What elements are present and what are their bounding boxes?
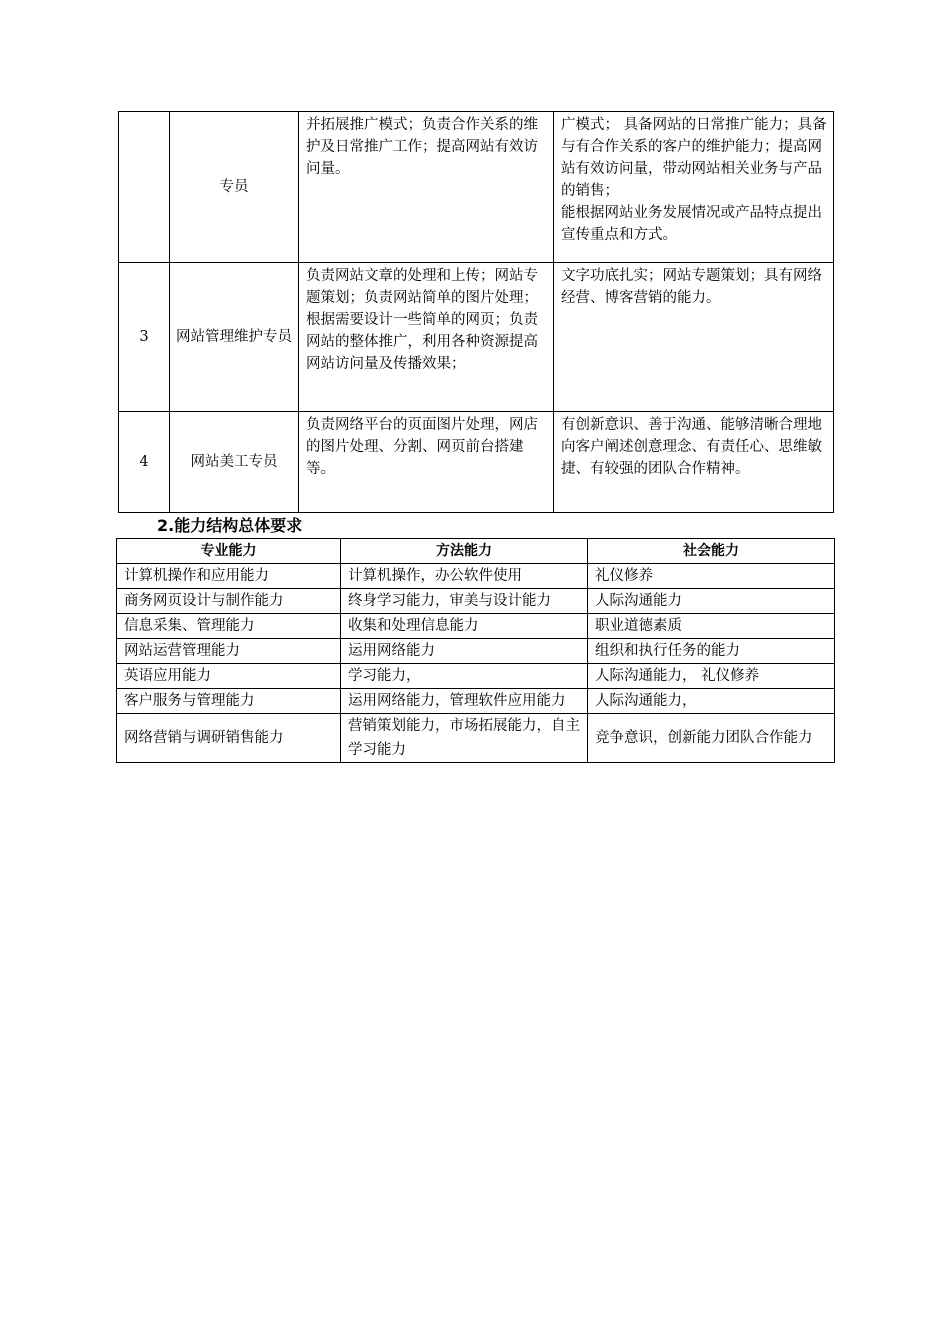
table-row bbox=[119, 112, 834, 263]
table-cell: 营销策划能力，市场拓展能力，自主学习能力 bbox=[341, 714, 588, 763]
table-cell: 竞争意识，创新能力团队合作能力 bbox=[588, 714, 835, 763]
table-cell: 运用网络能力，管理软件应用能力 bbox=[341, 689, 588, 714]
table-cell: 商务网页设计与制作能力 bbox=[117, 589, 341, 614]
table-row bbox=[117, 589, 835, 614]
duties-cell: 并拓展推广模式；负责合作关系的维护及日常推广工作；提高网站有效访问量。 bbox=[299, 112, 554, 263]
duties-cell: 负责网站文章的处理和上传；网站专题策划；负责网站简单的图片处理；根据需要设计一些简单的网页；负责网站的整体推广，利用各种资源提高网站访问量及传播效果； bbox=[299, 263, 554, 412]
table-cell: 网站运营管理能力 bbox=[117, 639, 341, 664]
table-cell: 计算机操作，办公软件使用 bbox=[341, 564, 588, 589]
table-cell: 信息采集、管理能力 bbox=[117, 614, 341, 639]
row-number-cell bbox=[119, 112, 170, 263]
position-cell: 网站美工专员 bbox=[170, 412, 299, 513]
requirements-line: 能根据网站业务发展情况或产品特点提出宣传重点和方式。 bbox=[561, 205, 822, 243]
table-cell: 人际沟通能力 bbox=[588, 589, 835, 614]
table-cell: 计算机操作和应用能力 bbox=[117, 564, 341, 589]
requirements-cell bbox=[554, 412, 834, 513]
table-cell: 英语应用能力 bbox=[117, 664, 341, 689]
requirements-cell bbox=[554, 263, 834, 412]
row-number-cell: 3 bbox=[119, 263, 170, 412]
requirements-line: 广模式； 具备网站的日常推广能力；具备与有合作关系的客户的维护能力；提高网站有效访问量，带动网站相关业务与产品的销售； bbox=[561, 117, 827, 199]
table-row bbox=[119, 412, 834, 513]
header-social-ability: 社会能力 bbox=[588, 539, 835, 564]
header-row bbox=[117, 539, 835, 564]
header-professional-ability: 专业能力 bbox=[117, 539, 341, 564]
position-cell: 网站管理维护专员 bbox=[170, 263, 299, 412]
ability-structure-table bbox=[116, 538, 835, 763]
row-number-cell: 4 bbox=[119, 412, 170, 513]
section-heading: 2.能力结构总体要求 bbox=[157, 516, 303, 535]
table-cell: 运用网络能力 bbox=[341, 639, 588, 664]
table-row bbox=[117, 564, 835, 589]
table-row bbox=[117, 689, 835, 714]
table-row bbox=[117, 639, 835, 664]
requirements-cell bbox=[554, 112, 834, 263]
table-row bbox=[119, 263, 834, 412]
table-row bbox=[117, 714, 835, 763]
table-cell: 终身学习能力，审美与设计能力 bbox=[341, 589, 588, 614]
duties-cell: 负责网络平台的页面图片处理，网店的图片处理、分割、网页前台搭建等。 bbox=[299, 412, 554, 513]
table-cell: 人际沟通能力， 礼仪修养 bbox=[588, 664, 835, 689]
requirements-line: 有创新意识、善于沟通、能够清晰合理地向客户阐述创意理念、有责任心、思维敏捷、有较强的团队合作精神。 bbox=[561, 417, 822, 477]
table-cell: 客户服务与管理能力 bbox=[117, 689, 341, 714]
table-cell: 人际沟通能力， bbox=[588, 689, 835, 714]
table-row bbox=[117, 664, 835, 689]
table-cell: 学习能力， bbox=[341, 664, 588, 689]
table-cell: 组织和执行任务的能力 bbox=[588, 639, 835, 664]
table-cell: 职业道德素质 bbox=[588, 614, 835, 639]
table-cell: 收集和处理信息能力 bbox=[341, 614, 588, 639]
table-cell: 礼仪修养 bbox=[588, 564, 835, 589]
requirements-line: 文字功底扎实；网站专题策划；具有网络经营、博客营销的能力。 bbox=[561, 268, 822, 306]
table-cell: 网络营销与调研销售能力 bbox=[117, 714, 341, 763]
job-positions-table bbox=[118, 111, 834, 513]
table-row bbox=[117, 614, 835, 639]
position-cell: 专员 bbox=[170, 112, 299, 263]
header-method-ability: 方法能力 bbox=[341, 539, 588, 564]
